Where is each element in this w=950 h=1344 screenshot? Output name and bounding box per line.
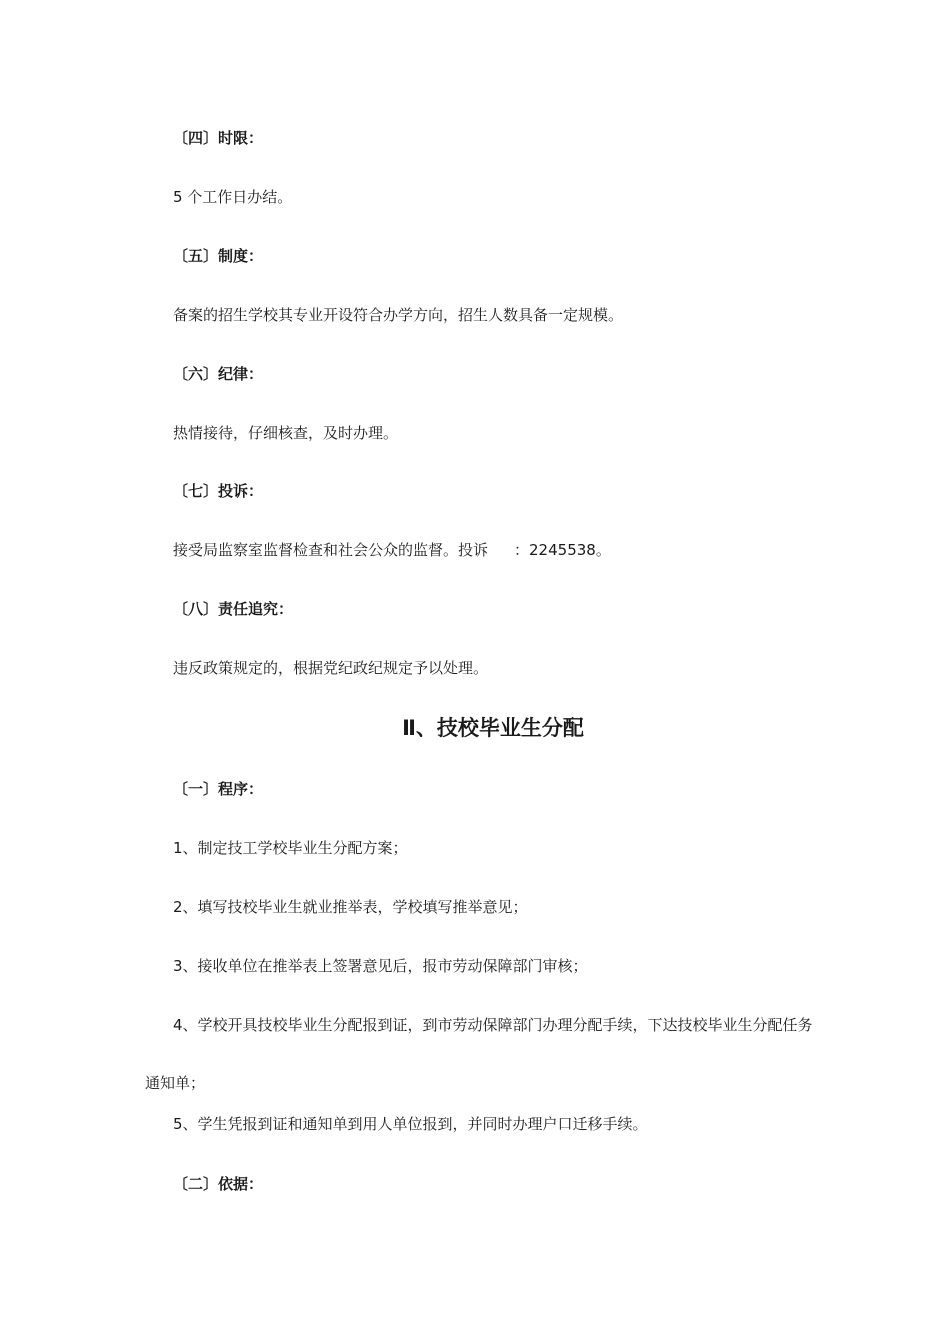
procedure-step-1: 1、制定技工学校毕业生分配方案；	[173, 839, 408, 857]
paragraph-system: 备案的招生学校其专业开设符合办学方向，招生人数具备一定规模。	[173, 306, 624, 324]
procedure-step-4: 4、学校开具技校毕业生分配报到证，到市劳动保障部门办理分配手续，下达技校毕业生分配任务通知单；	[145, 1016, 813, 1092]
heading-system: 〔五〕制度：	[173, 247, 264, 265]
procedure-step-3: 3、接收单位在推举表上签署意见后，报市劳动保障部门审核；	[173, 957, 588, 975]
heading-basis: 〔二〕依据：	[173, 1175, 264, 1193]
complaint-phone: ：2245538。	[514, 541, 611, 559]
procedure-step-5: 5、学生凭报到证和通知单到用人单位报到，并同时办理户口迁移手续。	[173, 1115, 648, 1133]
heading-complaint: 〔七〕投诉：	[173, 482, 264, 500]
paragraph-discipline: 热情接待，仔细核查，及时办理。	[173, 424, 399, 442]
heading-time-limit: 〔四〕时限：	[173, 129, 264, 147]
complaint-text: 接受局监察室监督检查和社会公众的监督。投诉	[173, 541, 489, 559]
heading-accountability: 〔八〕责任追究：	[173, 600, 294, 618]
paragraph-complaint	[173, 540, 611, 560]
paragraph-accountability: 违反政策规定的，根据党纪政纪规定予以处理。	[173, 659, 489, 677]
paragraph-time-limit: 5 个工作日办结。	[173, 188, 293, 206]
heading-discipline: 〔六〕纪律：	[173, 365, 264, 383]
procedure-step-2: 2、填写技校毕业生就业推举表，学校填写推举意见；	[173, 898, 528, 916]
heading-procedure: 〔一〕程序：	[173, 780, 264, 798]
section-title-graduate-allocation: Ⅱ、技校毕业生分配	[402, 716, 584, 740]
